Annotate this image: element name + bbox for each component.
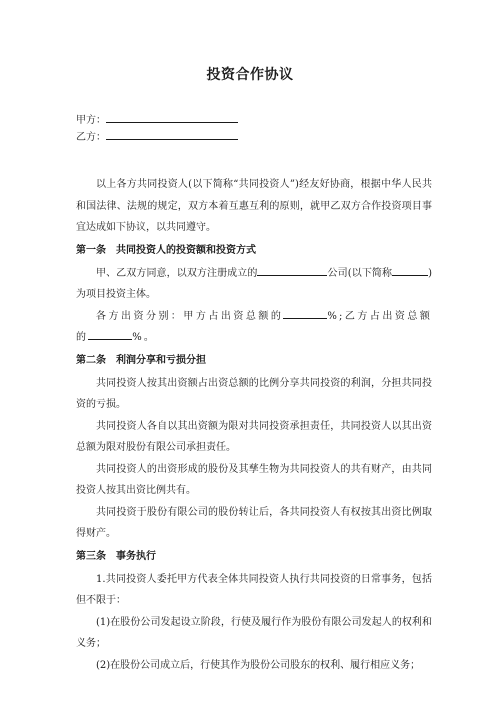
section-3-paragraph: (1)在股份公司发起设立阶段，行使及履行作为股份有限公司发起人的权利和义务； bbox=[76, 616, 432, 649]
intro-paragraph: 以上各方共同投资人(以下简称“共同投资人”)经友好协商，根据中华人民共和国法律、法规的规定，双方本着互惠互利的原则，就甲乙双方合作投资项目事宜达成如下协议，以共同遵守。 bbox=[76, 179, 432, 233]
section-2-paragraph: 共同投资人按其出资额占出资总额的比例分享共同投资的利润，分担共同投资的亏损。 bbox=[76, 377, 432, 410]
party-a-ratio-blank bbox=[283, 309, 327, 319]
party-b-blank bbox=[106, 130, 238, 140]
company-name-blank bbox=[257, 266, 327, 276]
section-2-heading: 第二条 利润分享和亏损分担 bbox=[76, 354, 206, 366]
section-3-paragraph: (2)在股份公司成立后，行使其作为股份公司股东的权利、履行相应义务； bbox=[96, 659, 421, 671]
document-body bbox=[76, 174, 432, 676]
section-2-paragraph: 共同投资人的出资形成的股份及其孳生物为共同投资人的共有财产，由共同投资人按其出资比例共有。 bbox=[76, 463, 432, 496]
text-run: %。 bbox=[132, 332, 157, 343]
text-run: 各方出资分别：甲方占出资总额的 bbox=[96, 310, 284, 322]
section-1-paragraph-1 bbox=[76, 263, 432, 306]
section-3-heading: 第三条 事务执行 bbox=[76, 550, 156, 562]
section-3-paragraph: 1.共同投资人委托甲方代表全体共同投资人执行共同投资的日常事务，包括但不限于： bbox=[76, 573, 432, 606]
section-2-paragraph: 共同投资人各自以其出资额为限对共同投资承担责任，共同投资人以其出资总额为限对股份有限公司承担责任。 bbox=[76, 420, 432, 453]
party-a-line bbox=[76, 113, 238, 128]
party-a-blank bbox=[106, 113, 238, 123]
text-run: )为项目投资主体。 bbox=[76, 267, 433, 300]
intro-section bbox=[76, 174, 432, 239]
text-run: 甲、乙双方同意，以双方注册成立的 bbox=[96, 267, 258, 279]
text-run: %;乙方占出资总额的 bbox=[76, 310, 433, 343]
short-name-blank bbox=[392, 266, 428, 276]
section-1-heading: 第一条 共同投资人的投资额和投资方式 bbox=[76, 244, 256, 256]
section-2-paragraph: 共同投资于股份有限公司的股份转让后，各共同投资人有权按其出资比例取得财产。 bbox=[76, 506, 432, 539]
party-a-label: 甲方： bbox=[76, 115, 106, 126]
party-b-label: 乙方： bbox=[76, 132, 106, 143]
party-b-line bbox=[76, 130, 238, 145]
text-run: 公司(以下简称 bbox=[327, 267, 393, 279]
section-1-paragraph-2 bbox=[76, 306, 432, 349]
party-b-ratio-blank bbox=[88, 330, 132, 340]
document-title: 投资合作协议 bbox=[206, 67, 294, 83]
